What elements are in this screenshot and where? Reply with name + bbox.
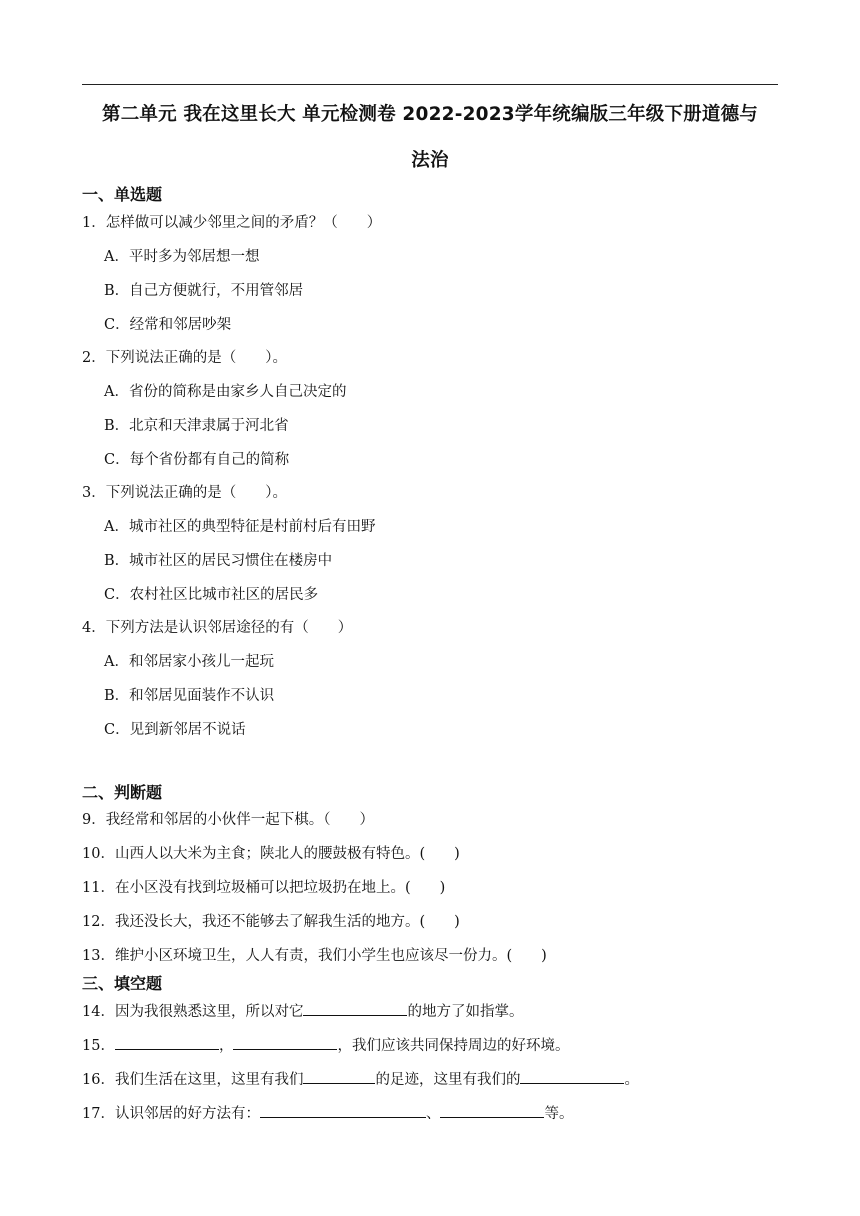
fill-blank-14-text-after: 的地方了如指掌。 [407,1004,524,1020]
document-title-line2: 法治 [411,150,449,171]
fill-blank-16-text-after: 。 [624,1072,639,1088]
question-2-option-b: B．北京和天津隶属于河北省 [104,418,289,434]
question-3-option-b: B．城市社区的居民习惯住在楼房中 [104,553,333,569]
fill-blank-15-text-after: ，我们应该共同保持周边的好环境。 [337,1038,570,1054]
document-title-line1: 第二单元 我在这里长大 单元检测卷 2022-2023学年统编版三年级下册道德与 [102,104,758,125]
answer-blank[interactable] [303,1068,375,1084]
question-4-stem: 4．下列方法是认识邻居途径的有（ ） [82,620,353,636]
question-3-option-c: C．农村社区比城市社区的居民多 [104,587,319,603]
question-1-option-b: B．自己方便就行，不用管邻居 [104,283,304,299]
question-3-option-a: A．城市社区的典型特征是村前村后有田野 [104,519,376,535]
fill-blank-16-text-before: 我们生活在这里，这里有我们 [114,1072,304,1088]
fill-blank-17-text-after: 等。 [544,1106,574,1122]
fill-blank-16-number: 16． [82,1072,115,1088]
fill-blank-17-number: 17． [82,1106,115,1122]
question-4-option-c: C．见到新邻居不说话 [104,722,246,738]
fill-blank-14-text-before: 因为我很熟悉这里，所以对它 [114,1004,304,1020]
section-heading-true-false: 二、判断题 [82,783,163,802]
answer-blank[interactable] [260,1102,426,1118]
true-false-item-12: 12．我还没长大，我还不能够去了解我生活的地方。( ) [82,914,460,930]
fill-blank-15-separator: ， [218,1038,234,1054]
header-rule [82,84,778,85]
question-2-stem: 2．下列说法正确的是（ ）。 [82,350,287,366]
fill-blank-16-text-middle: 的足迹，这里有我们的 [375,1072,521,1088]
fill-blank-14 [82,1000,523,1021]
question-1-option-c: C．经常和邻居吵架 [104,317,232,333]
section-heading-fill-blank: 三、填空题 [82,974,163,993]
section-heading-single-choice: 一、单选题 [82,185,163,204]
answer-blank[interactable] [233,1034,337,1050]
true-false-item-9: 9．我经常和邻居的小伙伴一起下棋。（ ） [82,812,374,828]
question-1-stem: 1．怎样做可以减少邻里之间的矛盾？（ ） [82,215,382,231]
fill-blank-14-number: 14． [82,1004,115,1020]
answer-blank[interactable] [303,1000,407,1016]
question-2-option-c: C．每个省份都有自己的简称 [104,452,290,468]
answer-blank[interactable] [520,1068,624,1084]
question-3-stem: 3．下列说法正确的是（ ）。 [82,485,287,501]
true-false-item-13: 13．维护小区环境卫生，人人有责，我们小学生也应该尽一份力。( ) [82,948,547,964]
answer-blank[interactable] [440,1102,544,1118]
true-false-item-10: 10．山西人以大米为主食；陕北人的腰鼓极有特色。( ) [82,846,460,862]
fill-blank-15 [82,1034,569,1055]
fill-blank-17-text-before: 认识邻居的好方法有： [114,1106,260,1122]
fill-blank-17 [82,1102,573,1123]
fill-blank-15-number: 15． [82,1038,115,1054]
question-4-option-b: B．和邻居见面装作不认识 [104,688,275,704]
question-1-option-a: A．平时多为邻居想一想 [104,249,260,265]
answer-blank[interactable] [115,1034,219,1050]
fill-blank-16 [82,1068,639,1089]
fill-blank-17-separator: 、 [425,1106,441,1122]
question-4-option-a: A．和邻居家小孩儿一起玩 [104,654,274,670]
true-false-item-11: 11．在小区没有找到垃圾桶可以把垃圾扔在地上。( ) [82,880,446,896]
question-2-option-a: A．省份的简称是由家乡人自己决定的 [104,384,347,400]
